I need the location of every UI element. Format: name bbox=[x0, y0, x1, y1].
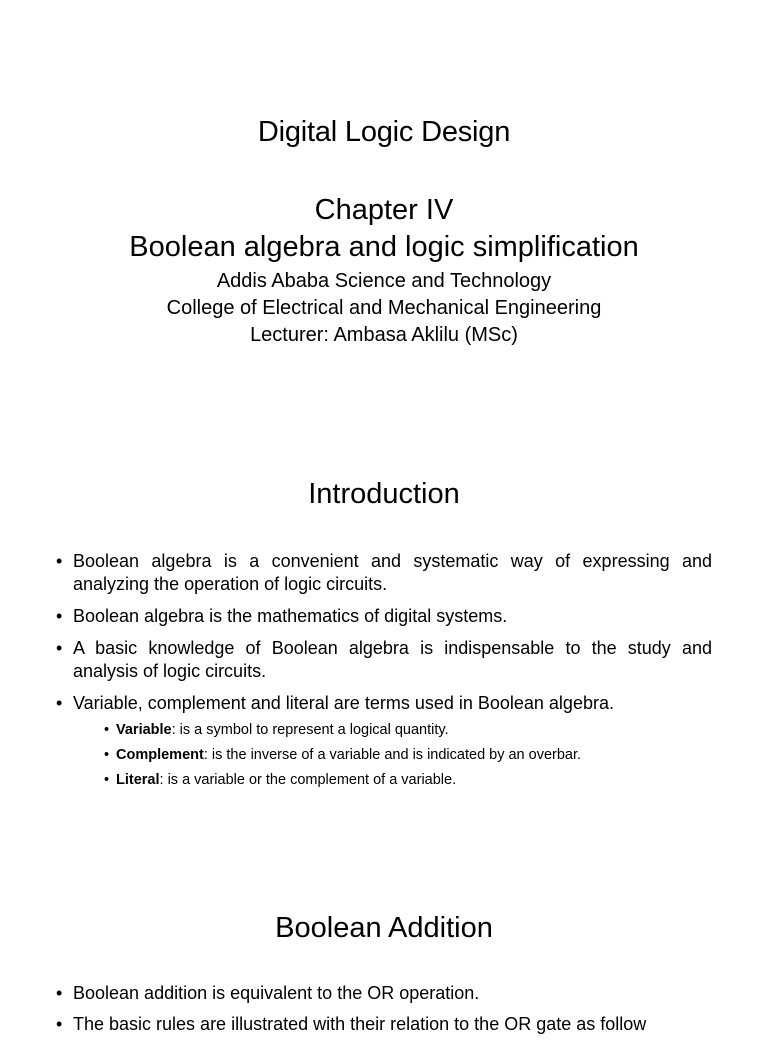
boolean-addition-slide bbox=[0, 840, 768, 1034]
bullet-item bbox=[56, 692, 712, 793]
college-line: College of Electrical and Mechanical Engineering bbox=[166, 297, 602, 319]
definition: : is a symbol to represent a logical quantity. bbox=[171, 722, 449, 738]
term: Complement bbox=[116, 747, 204, 763]
lecturer-line: Lecturer: Ambasa Aklilu (MSc) bbox=[250, 324, 518, 346]
bullet-item: • The basic rules are illustrated with their relation to the OR gate as follow bbox=[56, 1013, 756, 1036]
title-slide bbox=[0, 0, 768, 420]
bullet-item: • A basic knowledge of Boolean algebra is indispensable to the study and analysis of logic circuits. bbox=[56, 637, 712, 683]
course-title: Digital Logic Design bbox=[257, 116, 511, 148]
institution-line: Addis Ababa Science and Technology bbox=[216, 270, 552, 292]
bullet-item: • Boolean algebra is the mathematics of digital systems. bbox=[56, 605, 712, 628]
bullet-list bbox=[56, 982, 756, 1044]
slide-title: Boolean Addition bbox=[275, 912, 493, 944]
bullet-item: • Boolean addition is equivalent to the OR operation. bbox=[56, 982, 756, 1005]
chapter-heading bbox=[0, 192, 768, 266]
definition: : is the inverse of a variable and is indicated by an overbar. bbox=[203, 747, 582, 763]
sub-bullet-variable bbox=[104, 718, 712, 743]
term: Variable bbox=[116, 722, 172, 738]
bullet-list bbox=[56, 550, 712, 802]
chapter-subtitle: Boolean algebra and logic simplification bbox=[129, 231, 639, 263]
introduction-slide bbox=[0, 420, 768, 840]
sub-bullet-complement bbox=[104, 743, 712, 768]
lecture-info bbox=[0, 268, 768, 349]
chapter-number: Chapter IV bbox=[314, 194, 454, 226]
sub-bullet-list bbox=[104, 718, 712, 793]
bullet-item: • Boolean algebra is a convenient and systematic way of expressing and analyzing the operation of logic circuits. bbox=[56, 550, 712, 596]
bullet-text: Variable, complement and literal are terms used in Boolean algebra. bbox=[73, 693, 614, 713]
definition: : is a variable or the complement of a variable. bbox=[159, 772, 457, 788]
slide-title: Introduction bbox=[308, 478, 460, 510]
term: Literal bbox=[116, 772, 160, 788]
sub-bullet-literal bbox=[104, 768, 712, 793]
